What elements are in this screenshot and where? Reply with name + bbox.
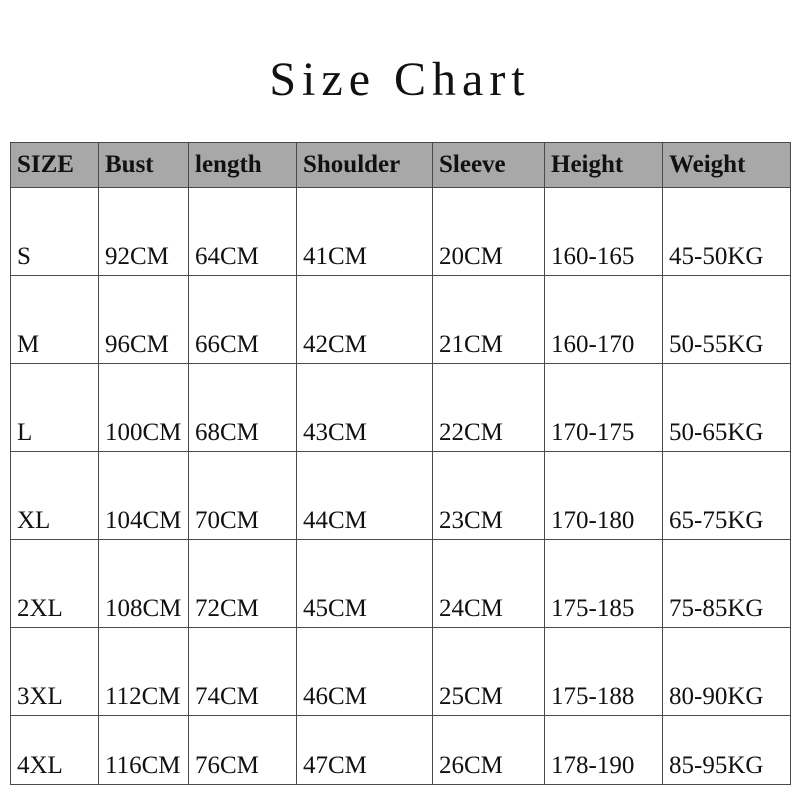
cell-bust: 108CM [99, 540, 189, 628]
cell-length: 76CM [189, 716, 297, 785]
cell-sleeve: 21CM [433, 276, 545, 364]
table-row [11, 716, 791, 785]
cell-bust: 116CM [99, 716, 189, 785]
cell-length: 66CM [189, 276, 297, 364]
cell-size: S [11, 188, 99, 276]
table-row [11, 276, 791, 364]
cell-weight: 85-95KG [663, 716, 791, 785]
cell-sleeve: 20CM [433, 188, 545, 276]
column-header-height: Height [545, 143, 663, 188]
cell-weight: 65-75KG [663, 452, 791, 540]
column-header-bust: Bust [99, 143, 189, 188]
table-row [11, 364, 791, 452]
cell-shoulder: 46CM [297, 628, 433, 716]
cell-size: XL [11, 452, 99, 540]
cell-size: L [11, 364, 99, 452]
cell-shoulder: 44CM [297, 452, 433, 540]
cell-sleeve: 24CM [433, 540, 545, 628]
cell-length: 64CM [189, 188, 297, 276]
table-row [11, 452, 791, 540]
cell-sleeve: 22CM [433, 364, 545, 452]
cell-length: 70CM [189, 452, 297, 540]
cell-size: 2XL [11, 540, 99, 628]
cell-weight: 75-85KG [663, 540, 791, 628]
cell-bust: 104CM [99, 452, 189, 540]
cell-bust: 92CM [99, 188, 189, 276]
cell-length: 72CM [189, 540, 297, 628]
cell-sleeve: 26CM [433, 716, 545, 785]
cell-shoulder: 43CM [297, 364, 433, 452]
cell-sleeve: 23CM [433, 452, 545, 540]
table-row [11, 628, 791, 716]
cell-bust: 96CM [99, 276, 189, 364]
cell-height: 178-190 [545, 716, 663, 785]
cell-height: 170-175 [545, 364, 663, 452]
table-body [11, 188, 791, 785]
cell-bust: 100CM [99, 364, 189, 452]
cell-size: 4XL [11, 716, 99, 785]
cell-height: 175-185 [545, 540, 663, 628]
cell-weight: 50-65KG [663, 364, 791, 452]
cell-weight: 80-90KG [663, 628, 791, 716]
table-row [11, 540, 791, 628]
page-title: Size Chart [269, 53, 531, 106]
size-chart-table-container [10, 142, 790, 785]
cell-sleeve: 25CM [433, 628, 545, 716]
cell-shoulder: 47CM [297, 716, 433, 785]
cell-height: 175-188 [545, 628, 663, 716]
column-header-weight: Weight [663, 143, 791, 188]
cell-weight: 45-50KG [663, 188, 791, 276]
cell-height: 160-165 [545, 188, 663, 276]
column-header-shoulder: Shoulder [297, 143, 433, 188]
size-chart-table [10, 142, 791, 785]
table-header [11, 143, 791, 188]
cell-height: 160-170 [545, 276, 663, 364]
cell-length: 68CM [189, 364, 297, 452]
cell-shoulder: 41CM [297, 188, 433, 276]
table-row [11, 188, 791, 276]
cell-weight: 50-55KG [663, 276, 791, 364]
column-header-sleeve: Sleeve [433, 143, 545, 188]
cell-size: M [11, 276, 99, 364]
cell-size: 3XL [11, 628, 99, 716]
cell-shoulder: 42CM [297, 276, 433, 364]
cell-height: 170-180 [545, 452, 663, 540]
cell-length: 74CM [189, 628, 297, 716]
cell-bust: 112CM [99, 628, 189, 716]
column-header-size: SIZE [11, 143, 99, 188]
cell-shoulder: 45CM [297, 540, 433, 628]
column-header-length: length [189, 143, 297, 188]
table-header-row [11, 143, 791, 188]
